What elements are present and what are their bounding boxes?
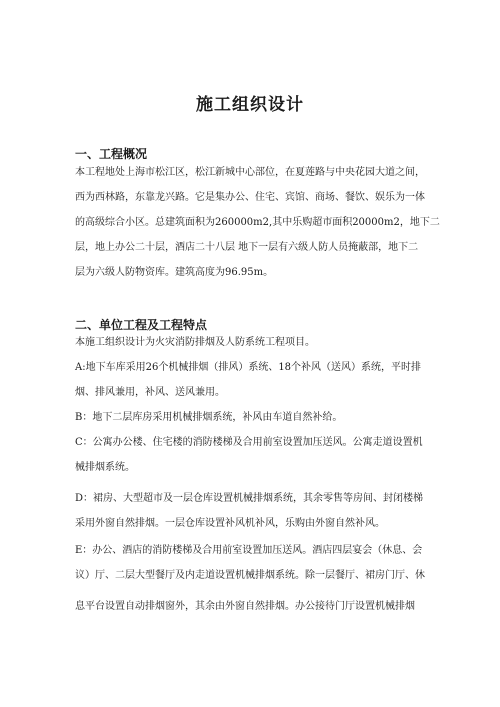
- paragraph-line: 本工程地处上海市松江区，松江新城中心部位，在夏莲路与中央花园大道之间，: [75, 167, 425, 178]
- paragraph-line: C：公寓办公楼、住宅楼的消防楼梯及合用前室设置加压送风。公寓走道设置机: [75, 437, 423, 448]
- paragraph-line: 械排烟系统。: [75, 462, 135, 473]
- paragraph-line: 采用外窗自然排烟。一层仓库设置补风机补风，乐购由外窗自然补风。: [75, 518, 385, 529]
- paragraph-line: D：裙房、大型超市及一层仓库设置机械排烟系统，其余零售等房间、封闭楼梯: [75, 493, 424, 504]
- paragraph-line: 议）厅、二层大型餐厅及内走道设置机械排烟系统。除一层餐厅、裙房门厅、休: [75, 570, 425, 581]
- paragraph-line: 层为六级人防物资库。建筑高度为96.95m。: [75, 267, 274, 278]
- section-heading-overview: 一、工程概况: [75, 147, 148, 161]
- paragraph-line: 层，地上办公二十层，酒店二十八层 地下一层有六级人防人员掩蔽部，地下二: [75, 242, 419, 253]
- paragraph-line: 息平台设置自动排烟窗外，其余由外窗自然排烟。办公接待门厅设置机械排烟: [75, 601, 415, 612]
- document-title: 施工组织设计: [196, 95, 304, 115]
- paragraph-line: 烟、排风兼用，补风、送风兼用。: [75, 387, 225, 398]
- paragraph-line: 的高级综合小区。总建筑面积为260000m2,其中乐购超市面积20000m2，地下二: [75, 217, 440, 228]
- paragraph-line: A:地下车库采用26个机械排烟（排风）系统、18个补风（送风）系统，平时排: [75, 362, 422, 373]
- paragraph-line: B：地下二层库房采用机械排烟系统，补风由车道自然补给。: [75, 412, 343, 423]
- section-heading-features: 二、单位工程及工程特点: [75, 318, 208, 332]
- paragraph-line: 西为西林路，东靠龙兴路。它是集办公、住宅、宾馆、商场、餐饮、娱乐为一体: [75, 192, 425, 203]
- paragraph-line: E：办公、酒店的消防楼梯及合用前室设置加压送风。酒店四层宴会（休息、会: [75, 545, 423, 556]
- paragraph-line: 本施工组织设计为火灾消防排烟及人防系统工程项目。: [75, 337, 315, 348]
